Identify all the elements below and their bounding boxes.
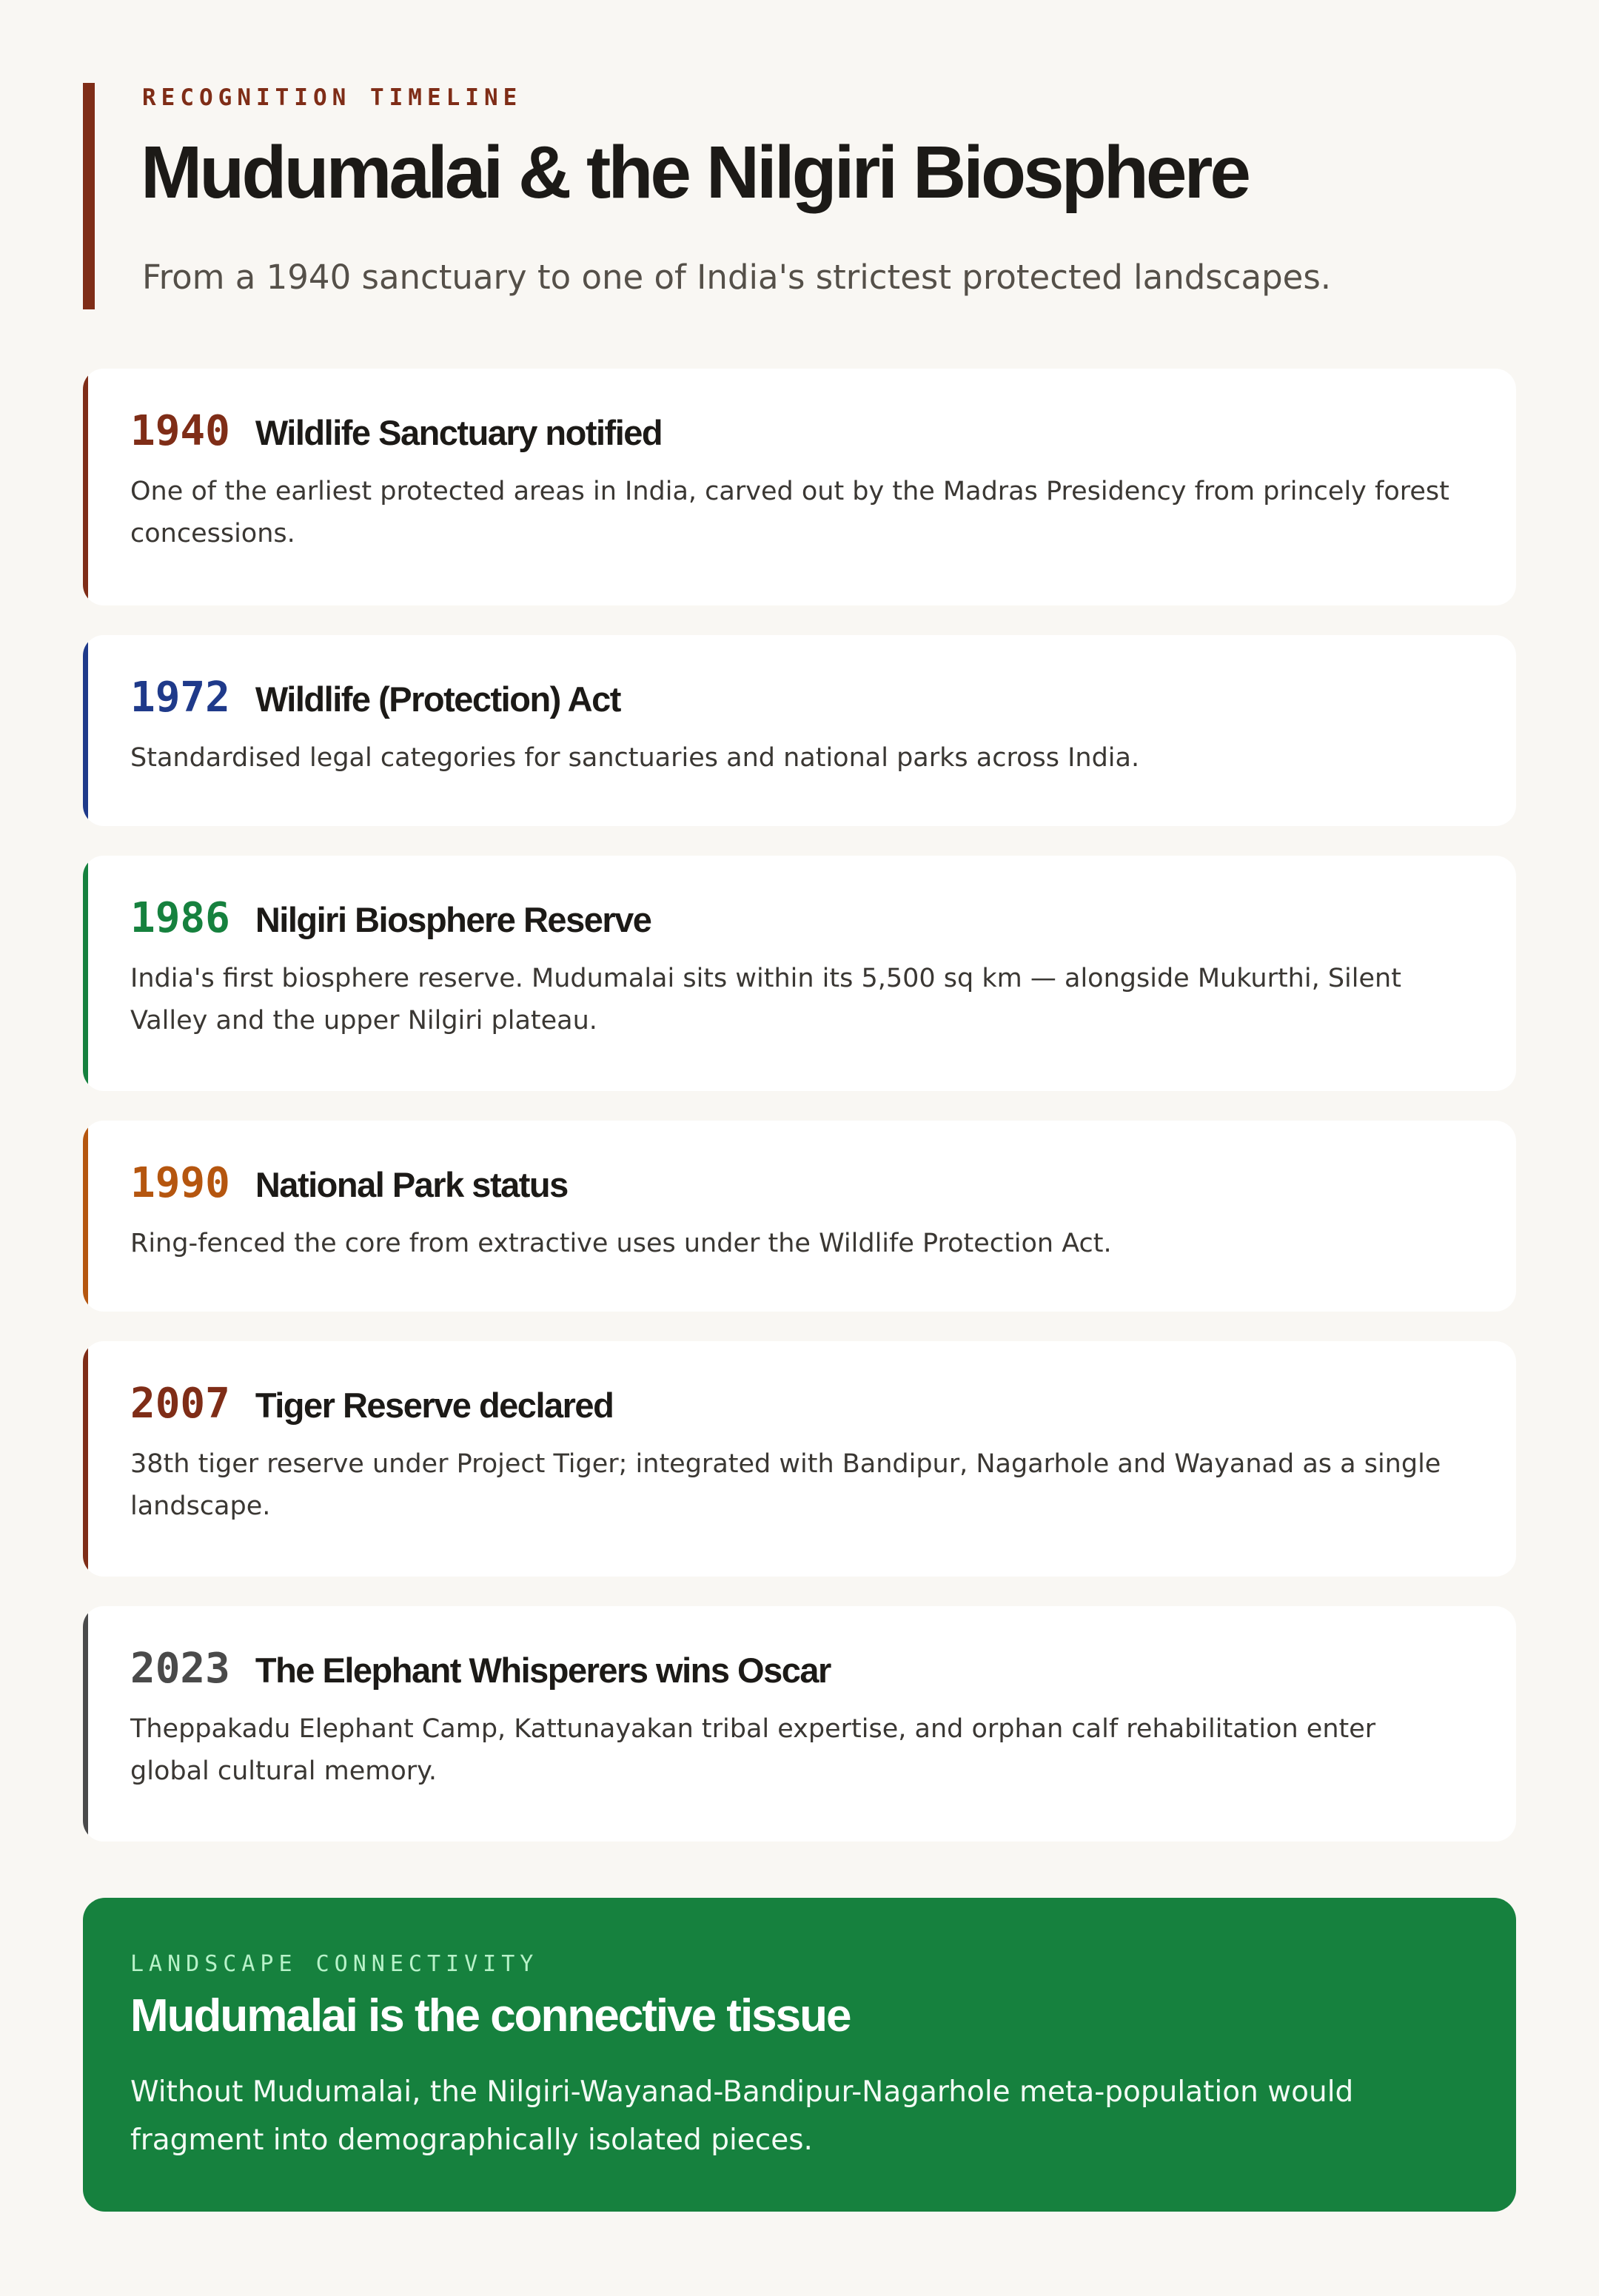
callout-eyebrow: LANDSCAPE CONNECTIVITY	[130, 1951, 539, 1977]
timeline-card-heading	[130, 894, 651, 942]
timeline-card-1990	[83, 1121, 1516, 1312]
timeline-description: Theppakadu Elephant Camp, Kattunayakan tribal expertise, and orphan calf rehabilitation enter global cultural memory.	[130, 1714, 1376, 1786]
timeline-description: Ring-fenced the core from extractive uses under the Wildlife Protection Act.	[130, 1229, 1112, 1258]
callout-body: Without Mudumalai, the Nilgiri-Wayanad-Bandipur-Nagarhole meta-population would fragment into demographically isolated pieces.	[130, 2075, 1354, 2157]
callout-title: Mudumalai is the connective tissue	[130, 1990, 851, 2041]
timeline-description: India's first biosphere reserve. Mudumalai sits within its 5,500 sq km — alongside Mukurthi, Silent Valley and the upper Nilgiri plateau.	[130, 964, 1401, 1035]
timeline-description: 38th tiger reserve under Project Tiger; integrated with Bandipur, Nagarhole and Wayanad as a single landscape.	[130, 1449, 1441, 1521]
section-eyebrow: RECOGNITION TIMELINE	[142, 84, 523, 111]
timeline-event-title: Nilgiri Biosphere Reserve	[255, 900, 651, 939]
timeline-description: Standardised legal categories for sanctuaries and national parks across India.	[130, 743, 1140, 773]
page-subtitle: From a 1940 sanctuary to one of India's strictest protected landscapes.	[142, 258, 1332, 297]
page	[83, 83, 1516, 2157]
timeline-year: 2007	[130, 1380, 230, 1428]
timeline-card-heading	[130, 674, 620, 722]
page-header	[83, 83, 1516, 309]
timeline-card-heading	[130, 1159, 568, 1207]
page-title: Mudumalai & the Nilgiri Biosphere	[141, 131, 1248, 214]
timeline-event-title: Wildlife Sanctuary notified	[255, 413, 663, 452]
timeline-card-heading	[130, 1645, 831, 1693]
timeline-card-heading	[130, 407, 662, 455]
timeline-card-1972	[83, 635, 1516, 826]
timeline-card-1986	[83, 856, 1516, 1091]
timeline-card-1940	[83, 369, 1516, 605]
timeline-card-2007	[83, 1341, 1516, 1577]
timeline-year: 2023	[130, 1645, 230, 1693]
timeline-event-title: National Park status	[255, 1165, 568, 1204]
timeline-card-heading	[130, 1380, 613, 1428]
timeline-year: 1972	[130, 674, 230, 722]
connectivity-callout	[83, 1898, 1516, 2212]
timeline-year: 1940	[130, 407, 230, 455]
timeline-description: One of the earliest protected areas in India, carved out by the Madras Presidency from princely forest concessions.	[130, 477, 1449, 548]
timeline-year: 1990	[130, 1159, 230, 1207]
timeline-event-title: Wildlife (Protection) Act	[255, 679, 620, 719]
timeline-event-title: Tiger Reserve declared	[255, 1386, 614, 1425]
timeline-event-title: The Elephant Whisperers wins Oscar	[255, 1651, 831, 1690]
timeline-card-2023	[83, 1606, 1516, 1842]
timeline-year: 1986	[130, 894, 230, 942]
